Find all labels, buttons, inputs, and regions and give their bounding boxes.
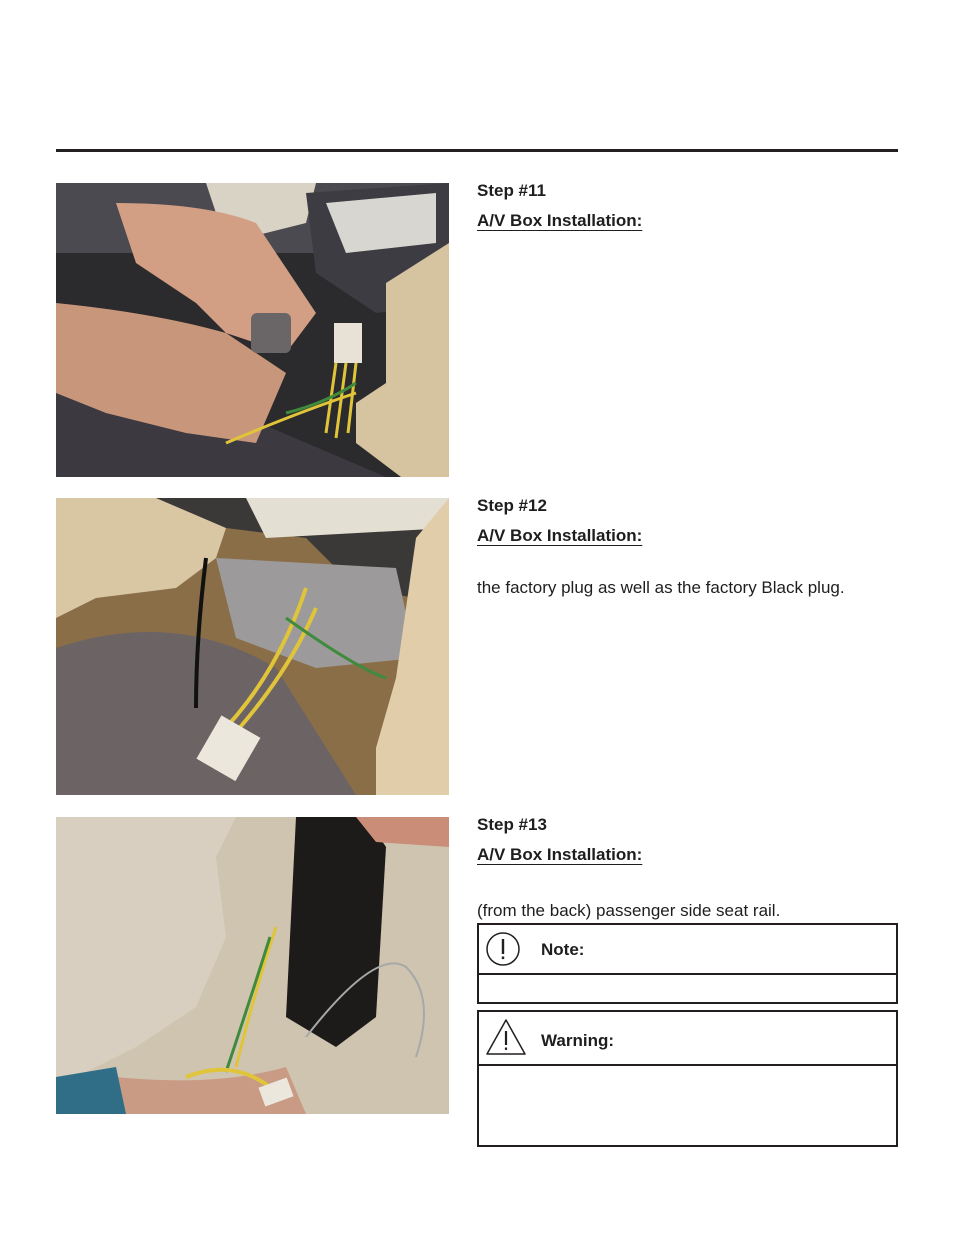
- note-header: [479, 925, 896, 975]
- step-heading: A/V Box Installation:: [477, 211, 643, 230]
- header-rule: [56, 149, 898, 152]
- warning-box: [477, 1010, 898, 1147]
- note-box: [477, 923, 898, 1004]
- step-11-photo: [56, 183, 449, 477]
- step-text: the factory plug as well as the factory Black plug.: [477, 578, 845, 597]
- warning-title: Warning:: [541, 1031, 615, 1050]
- exclamation-circle-icon: [485, 931, 521, 972]
- step-number: Step #11: [477, 181, 546, 200]
- step-number: Step #12: [477, 496, 547, 515]
- step-13-photo: [56, 817, 449, 1114]
- step-text: (from the back) passenger side seat rail.: [477, 901, 781, 920]
- step-12-photo: [56, 498, 449, 795]
- warning-header: [479, 1012, 896, 1066]
- step-heading: A/V Box Installation:: [477, 845, 643, 864]
- step-11: [477, 181, 898, 301]
- step-heading: A/V Box Installation:: [477, 526, 643, 545]
- step-number: Step #13: [477, 815, 547, 834]
- warning-triangle-icon: [485, 1018, 527, 1061]
- note-title: Note:: [541, 940, 585, 959]
- step-13: [477, 815, 898, 925]
- step-12: [477, 496, 898, 606]
